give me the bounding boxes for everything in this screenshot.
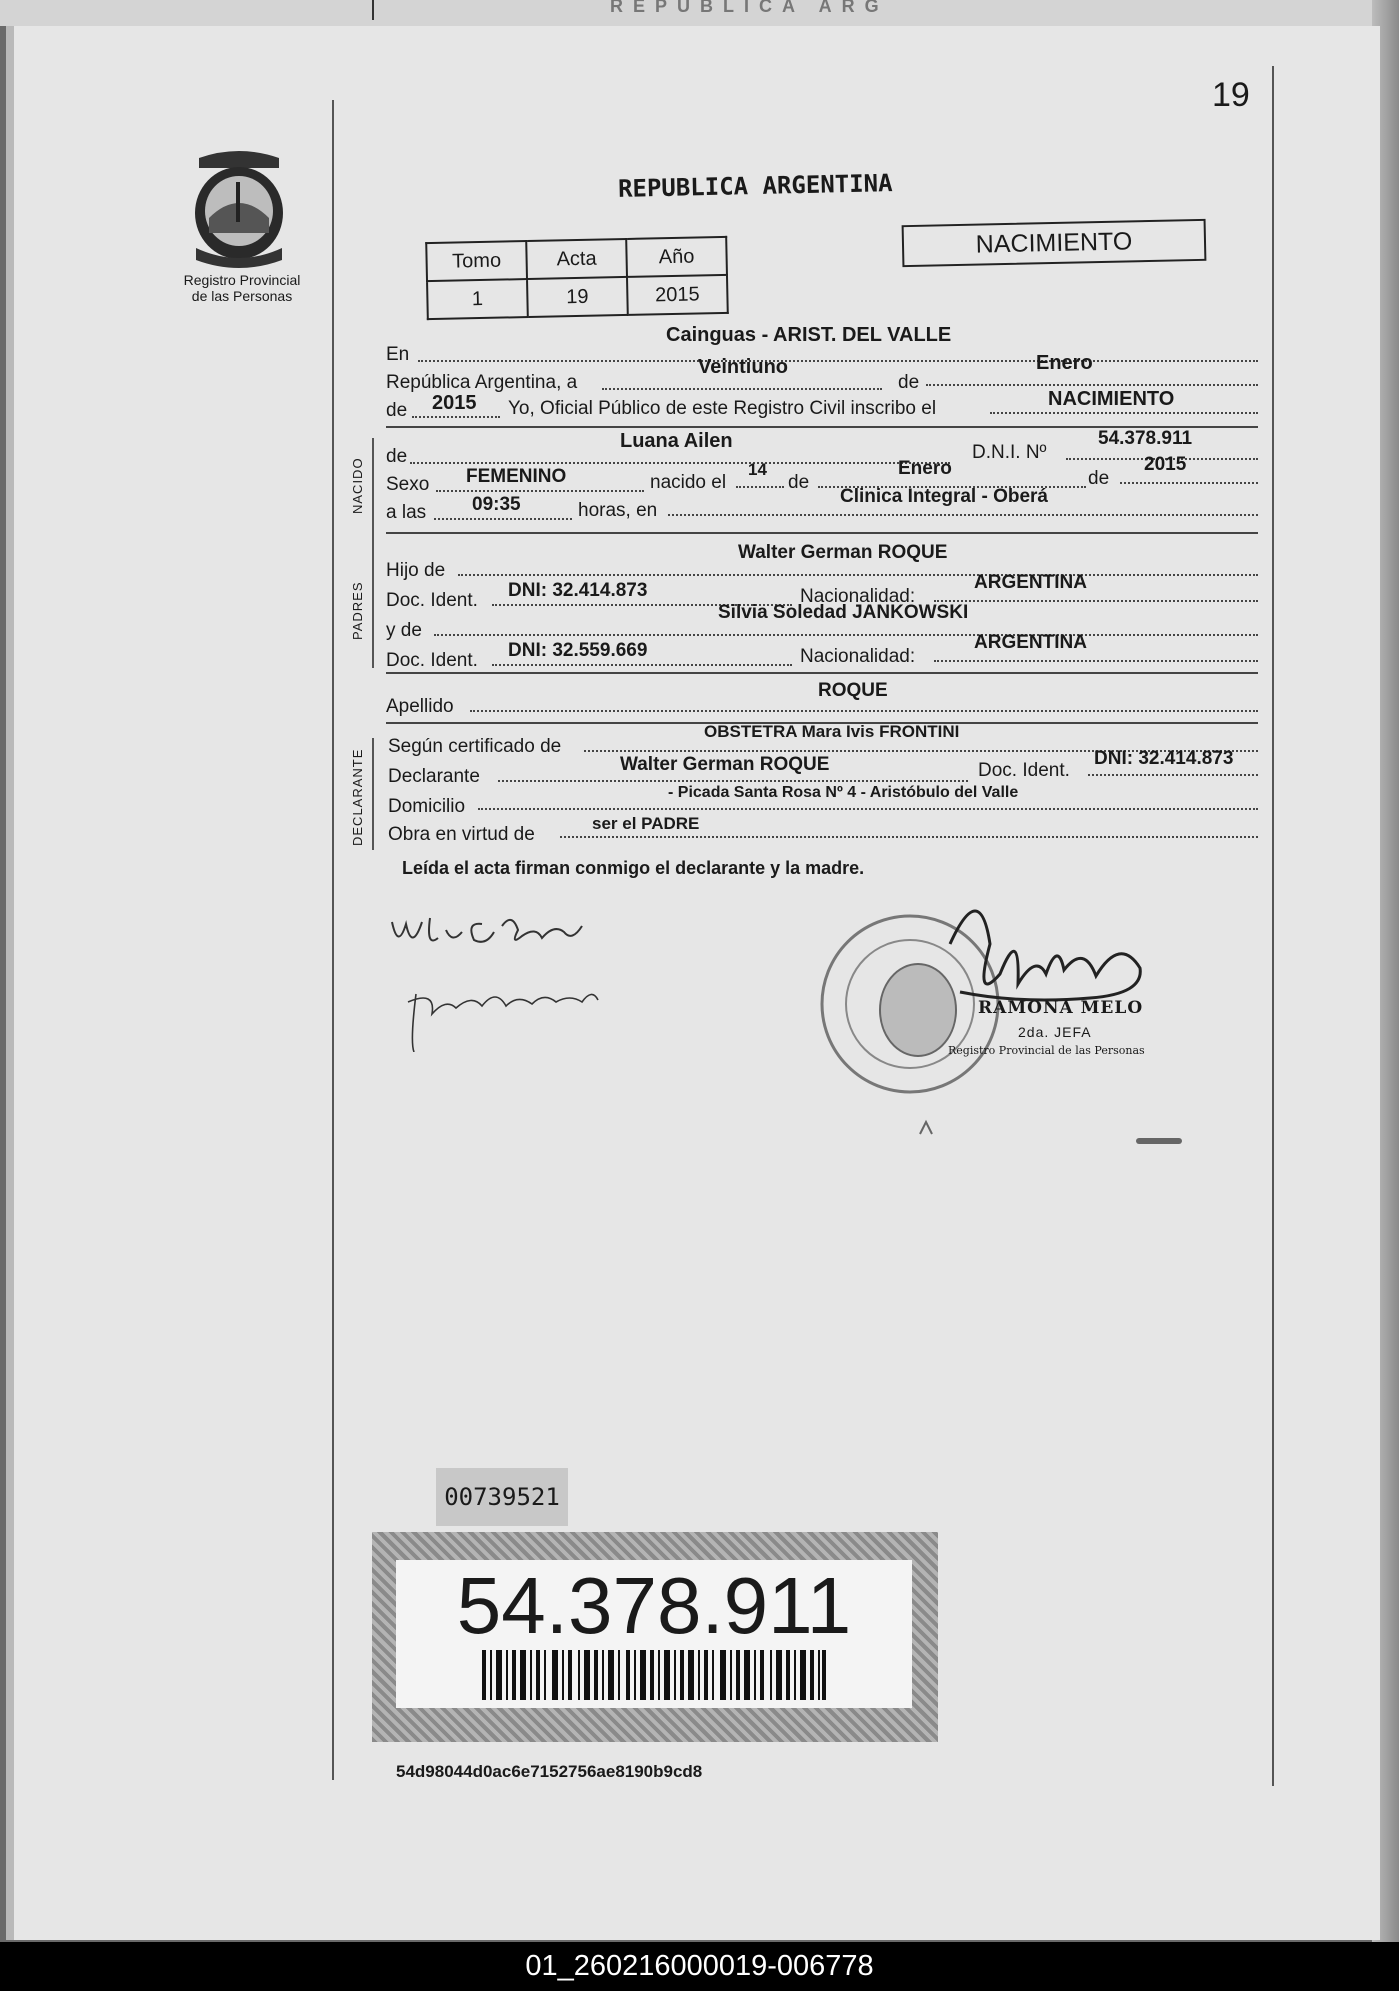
apellido-label: Apellido	[386, 696, 454, 717]
nacido-divider	[386, 532, 1258, 534]
tomo-value: 1	[427, 279, 528, 319]
declarante-line	[498, 780, 968, 782]
birth-day: 14	[748, 460, 767, 479]
official-entity: Registro Provincial de las Personas	[948, 1044, 1145, 1057]
mother-nat: ARGENTINA	[974, 632, 1087, 653]
record-type-box: NACIMIENTO	[902, 219, 1207, 267]
declarant-signatures	[386, 902, 656, 1052]
father-doc-label: Doc. Ident.	[386, 590, 478, 611]
segun-value: OBSTETRA Mara Ivis FRONTINI	[704, 722, 960, 741]
year-prefix: de	[386, 400, 408, 421]
month-line	[926, 384, 1258, 386]
closing-statement: Leída el acta firman conmigo el declarante y la madre.	[402, 858, 865, 878]
month-value: Enero	[1036, 352, 1093, 374]
yde-label: y de	[386, 620, 422, 641]
oficial-text: Yo, Oficial Público de este Registro Civil inscribo el	[508, 398, 937, 419]
birth-year: 2015	[1144, 454, 1187, 475]
name-line	[410, 462, 950, 464]
domicilio-line	[478, 808, 1258, 810]
birth-day-line	[736, 486, 784, 488]
year-value: 2015	[432, 392, 477, 414]
child-name: Luana Ailen	[620, 430, 733, 452]
obra-value: ser el PADRE	[592, 814, 700, 833]
anio-value: 2015	[627, 275, 728, 315]
mother-doc-label: Doc. Ident.	[386, 650, 478, 671]
declarante-bracket	[372, 738, 374, 850]
coat-of-arms-icon	[184, 148, 294, 278]
declarante-value: Walter German ROQUE	[620, 754, 830, 775]
father-doc: DNI: 32.414.873	[508, 580, 648, 601]
day-value: Veintiuno	[698, 356, 788, 378]
official-name: RAMONA MELO	[978, 998, 1144, 1018]
tomo-header: Tomo	[426, 241, 527, 281]
acta-value: 19	[527, 277, 628, 317]
father-nat-label: Nacionalidad:	[800, 586, 916, 607]
sexo-value: FEMENINO	[466, 466, 567, 487]
serial-number: 00739521	[436, 1468, 568, 1526]
mother-doc-line	[492, 664, 792, 666]
dni-label: D.N.I. Nº	[972, 442, 1047, 463]
birth-year-line	[1120, 482, 1258, 484]
declarante-side-label: DECLARANTE	[350, 748, 365, 846]
left-margin-rule	[332, 100, 334, 1780]
segun-label: Según certificado de	[388, 736, 562, 757]
birth-place: Clinica Integral - Oberá	[840, 486, 1048, 507]
apellido-line	[470, 710, 1258, 712]
time-line	[434, 518, 572, 520]
father-line	[458, 574, 1258, 576]
day-line	[602, 388, 882, 390]
republica-label: República Argentina, a	[386, 372, 578, 393]
scan-edge-mark	[372, 0, 374, 20]
alas-label: a las	[386, 502, 427, 523]
mother-name: Silvia Soledad JANKOWSKI	[718, 602, 969, 623]
obra-label: Obra en virtud de	[388, 824, 535, 845]
de-label: de	[898, 372, 920, 393]
barcode-number: 54.378.911	[456, 1561, 852, 1650]
scan-top-edge	[0, 0, 1399, 26]
father-name: Walter German ROQUE	[738, 542, 948, 563]
barcode-panel	[396, 1560, 912, 1708]
mother-nat-label: Nacionalidad:	[800, 646, 916, 667]
misiones-coat-of-arms	[184, 148, 294, 278]
father-nat-line	[934, 600, 1258, 602]
official-role: 2da. JEFA	[1018, 1024, 1092, 1040]
declarante-doc-label: Doc. Ident.	[978, 760, 1070, 781]
declarante-doc-line	[1088, 774, 1258, 776]
hijo-label: Hijo de	[386, 560, 446, 581]
scan-footer-id: 01_260216000019-006778	[0, 1942, 1399, 1991]
bleed-through-text: REPUBLICA ARG	[610, 0, 889, 16]
mother-nat-line	[934, 660, 1258, 662]
apellido-value: ROQUE	[818, 680, 888, 701]
padres-bracket	[372, 546, 374, 668]
inscribo-line	[990, 412, 1258, 414]
padres-side-label: PADRES	[350, 581, 365, 640]
sexo-label: Sexo	[386, 474, 430, 495]
birth-de-label: de	[788, 472, 810, 493]
tomo-acta-table	[425, 236, 729, 320]
right-margin-rule	[1272, 66, 1274, 1786]
birth-month: Enero	[898, 458, 952, 479]
declarante-doc: DNI: 32.414.873	[1094, 748, 1234, 769]
nacido-de-label: de	[386, 446, 408, 467]
page-number: 19	[1212, 76, 1250, 114]
birth-time: 09:35	[472, 494, 521, 515]
padres-divider	[386, 672, 1258, 674]
inscribo-value: NACIMIENTO	[1048, 388, 1175, 410]
nacido-bracket	[372, 438, 374, 546]
birth-de-label-2: de	[1088, 468, 1110, 489]
mother-doc: DNI: 32.559.669	[508, 640, 648, 661]
declarante-label: Declarante	[388, 766, 480, 787]
document-title: REPUBLICA ARGENTINA	[617, 169, 893, 203]
domicilio-label: Domicilio	[388, 796, 466, 817]
domicilio-value: - Picada Santa Rosa Nº 4 - Aristóbulo del Valle	[668, 784, 1019, 801]
year-line	[412, 416, 500, 418]
nacido-el-label: nacido el	[650, 472, 727, 493]
nacido-side-label: NACIDO	[350, 457, 365, 514]
horas-label: horas, en	[578, 500, 658, 521]
sexo-line	[436, 490, 644, 492]
mother-line	[434, 634, 1258, 636]
barcode-bars	[482, 1650, 826, 1700]
en-label: En	[386, 344, 410, 365]
id-barcode-label	[372, 1532, 938, 1742]
anio-header: Año	[626, 237, 727, 277]
father-nat: ARGENTINA	[974, 572, 1087, 593]
document-hash: 54d98044d0ac6e7152756ae8190b9cd8	[396, 1762, 703, 1781]
place-line	[668, 514, 1258, 516]
en-line	[418, 360, 1258, 362]
obra-line	[560, 836, 1258, 838]
registry-name: Registro Provincial de las Personas	[183, 272, 301, 304]
en-value: Cainguas - ARIST. DEL VALLE	[666, 324, 952, 346]
acta-header: Acta	[526, 239, 627, 279]
child-dni: 54.378.911	[1098, 428, 1193, 449]
